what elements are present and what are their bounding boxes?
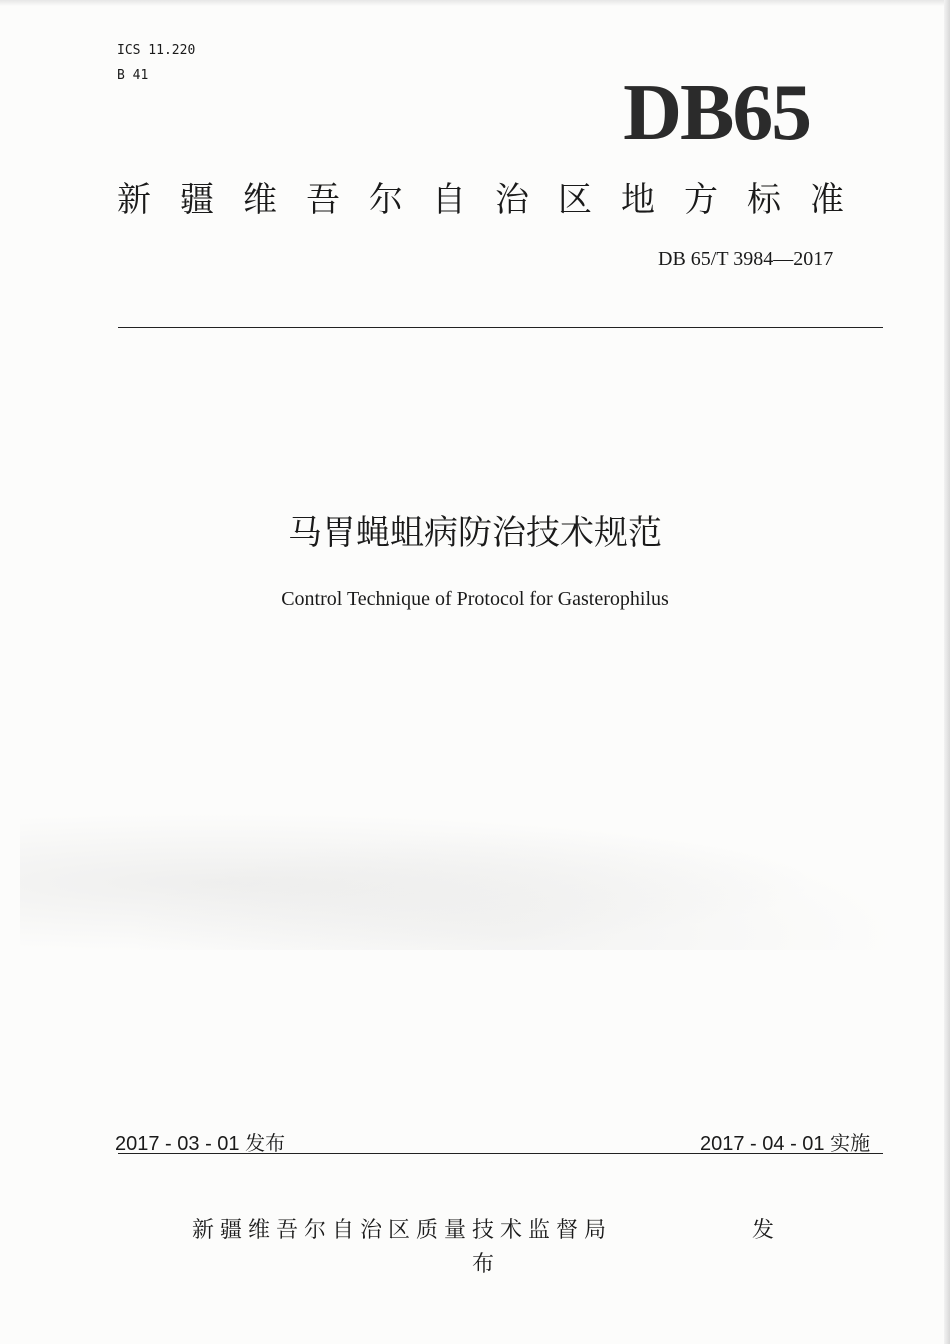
- standard-number: DB 65/T 3984—2017: [658, 248, 834, 270]
- title-chinese: 马胃蝇蛆病防治技术规范: [288, 513, 662, 553]
- bottom-divider: [118, 1153, 883, 1154]
- scan-edge-top: [0, 0, 950, 6]
- scan-edge-right: [944, 0, 950, 1344]
- top-divider: [118, 327, 883, 328]
- issue-date: 2017 - 03 - 01 发布: [115, 1133, 286, 1155]
- classification-codes: [117, 38, 195, 88]
- scan-smudge: [20, 800, 920, 950]
- standard-type-heading: 新疆维吾尔自治区地方标准: [117, 180, 873, 220]
- publisher-name: 新疆维吾尔自治区质量技术监督局: [192, 1218, 613, 1243]
- ccs-code: B 41: [117, 68, 149, 83]
- ics-code: ICS 11.220: [117, 43, 196, 58]
- implementation-date: 2017 - 04 - 01 实施: [700, 1133, 871, 1155]
- publish-label-part-1: 发: [752, 1218, 775, 1243]
- publish-label-part-2: 布: [472, 1252, 495, 1277]
- db-logo: DB65: [623, 69, 810, 157]
- title-english: Control Technique of Protocol for Gasterophilus: [281, 588, 669, 610]
